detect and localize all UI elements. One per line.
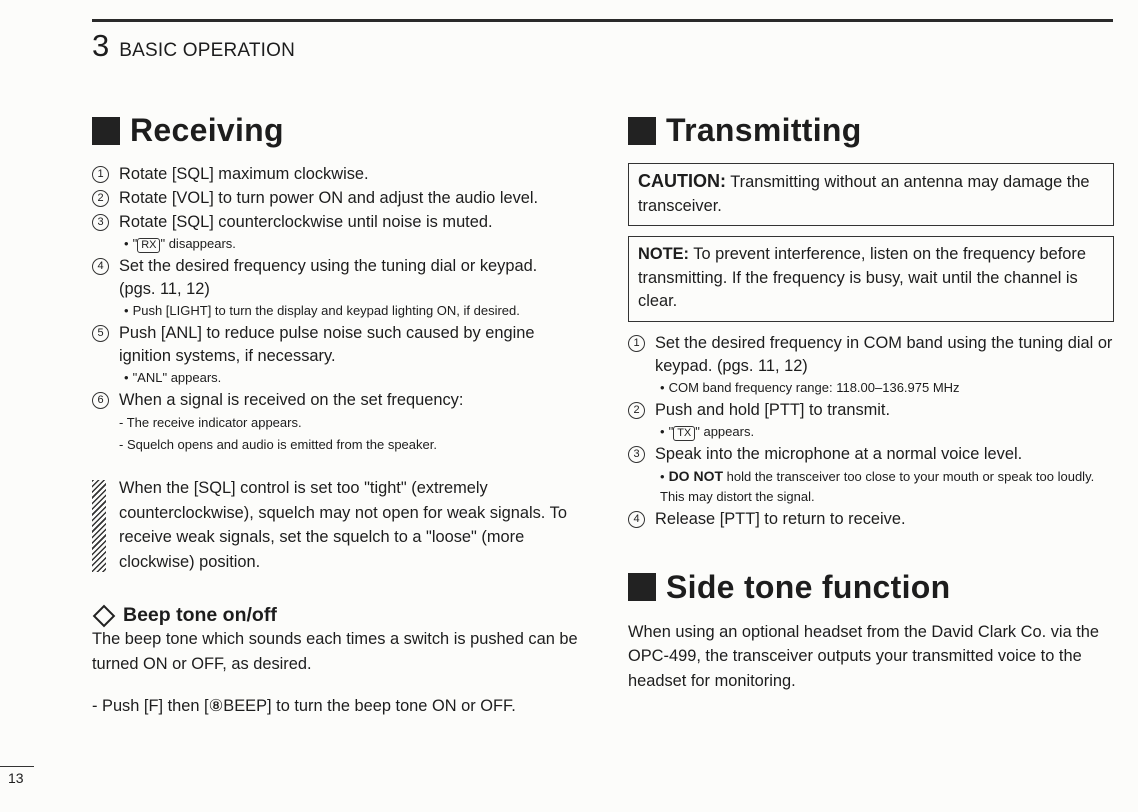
rx-indicator-icon: RX (137, 238, 160, 253)
receiving-section (92, 112, 578, 719)
chapter-number: 3 (92, 28, 110, 63)
tx-indicator-icon: TX (673, 426, 695, 441)
caution-box: CAUTION: Transmitting without an antenna may damage the transceiver. (628, 163, 1114, 226)
list-item: 4 Release [PTT] to return to receive. (628, 508, 1114, 531)
beep-instruction: - Push [F] then [⑧BEEP] to turn the beep tone ON or OFF. (92, 697, 516, 715)
side-tone-body: When using an optional headset from the David Clark Co. via the OPC-499, the transceiver outputs your transmitted voice to the headset for monitoring. (628, 622, 1100, 690)
step-subnote: • DO NOT hold the transceiver too close to your mouth or speak too loudly. This may distort the signal. (655, 466, 1114, 507)
section-square-icon (628, 573, 656, 601)
transmitting-steps (628, 332, 1114, 531)
list-item: 4 Set the desired frequency using the tuning dial or keypad. (pgs. 11, 12) • Push [LIGHT] to turn the display and keypad lighting ON, if desired. (92, 255, 578, 321)
list-item: 2 Rotate [VOL] to turn power ON and adjust the audio level. (92, 187, 578, 210)
beep-heading: Beep tone on/off (92, 604, 578, 627)
side-tone-heading: Side tone function (628, 569, 1114, 606)
receiving-steps (92, 163, 578, 456)
receiving-heading: Receiving (92, 112, 578, 149)
list-item: 5 Push [ANL] to reduce pulse noise such caused by engine ignition systems, if necessary. • "ANL" appears. (92, 322, 578, 388)
transmitting-section (628, 112, 1114, 693)
step-detail: - Squelch opens and audio is emitted from the speaker. (119, 437, 437, 452)
top-rule (92, 19, 1113, 22)
step-detail: - The receive indicator appears. (119, 415, 302, 430)
chapter-title: BASIC OPERATION (119, 40, 296, 61)
page-number: 13 (0, 766, 34, 786)
list-item: 6 When a signal is received on the set frequency: - The receive indicator appears. - Squelch opens and audio is emitted from the speaker. (92, 389, 578, 456)
section-square-icon (92, 117, 120, 145)
list-item: 3 Rotate [SQL] counterclockwise until noise is muted. • " RX " disappears. (92, 211, 578, 254)
chapter-header (92, 28, 295, 64)
diamond-icon (93, 604, 116, 627)
list-item: 3 Speak into the microphone at a normal voice level. • DO NOT hold the transceiver too close to your mouth or speak too loudly. This may distort the signal. (628, 443, 1114, 507)
caution-hatch-icon (92, 480, 106, 572)
beep-body: The beep tone which sounds each times a switch is pushed can be turned ON or OFF, as desired. (92, 630, 578, 673)
list-item: 2 Push and hold [PTT] to transmit. • " TX " appears. (628, 399, 1114, 442)
list-item: 1 Set the desired frequency in COM band using the tuning dial or keypad. (pgs. 11, 12) • COM band frequency range: 118.00–136.975 MHz (628, 332, 1114, 398)
step-subnote: • " TX " appears. (655, 422, 1114, 442)
list-item: 1 Rotate [SQL] maximum clockwise. (92, 163, 578, 186)
section-square-icon (628, 117, 656, 145)
step-subnote: • COM band frequency range: 118.00–136.975 MHz (655, 378, 1114, 398)
step-subnote: • " RX " disappears. (119, 234, 578, 254)
step-subnote: • "ANL" appears. (119, 368, 578, 388)
step-subnote: • Push [LIGHT] to turn the display and keypad lighting ON, if desired. (119, 301, 578, 321)
squelch-caution: When the [SQL] control is set too "tight" (extremely counterclockwise), squelch may not open for weak signals. To receive weak signals, set the squelch to a "loose" (more clockwise) position. (92, 476, 578, 574)
note-box: NOTE: To prevent interference, listen on the frequency before transmitting. If the frequency is busy, wait until the channel is clear. (628, 236, 1114, 322)
transmitting-heading: Transmitting (628, 112, 1114, 149)
